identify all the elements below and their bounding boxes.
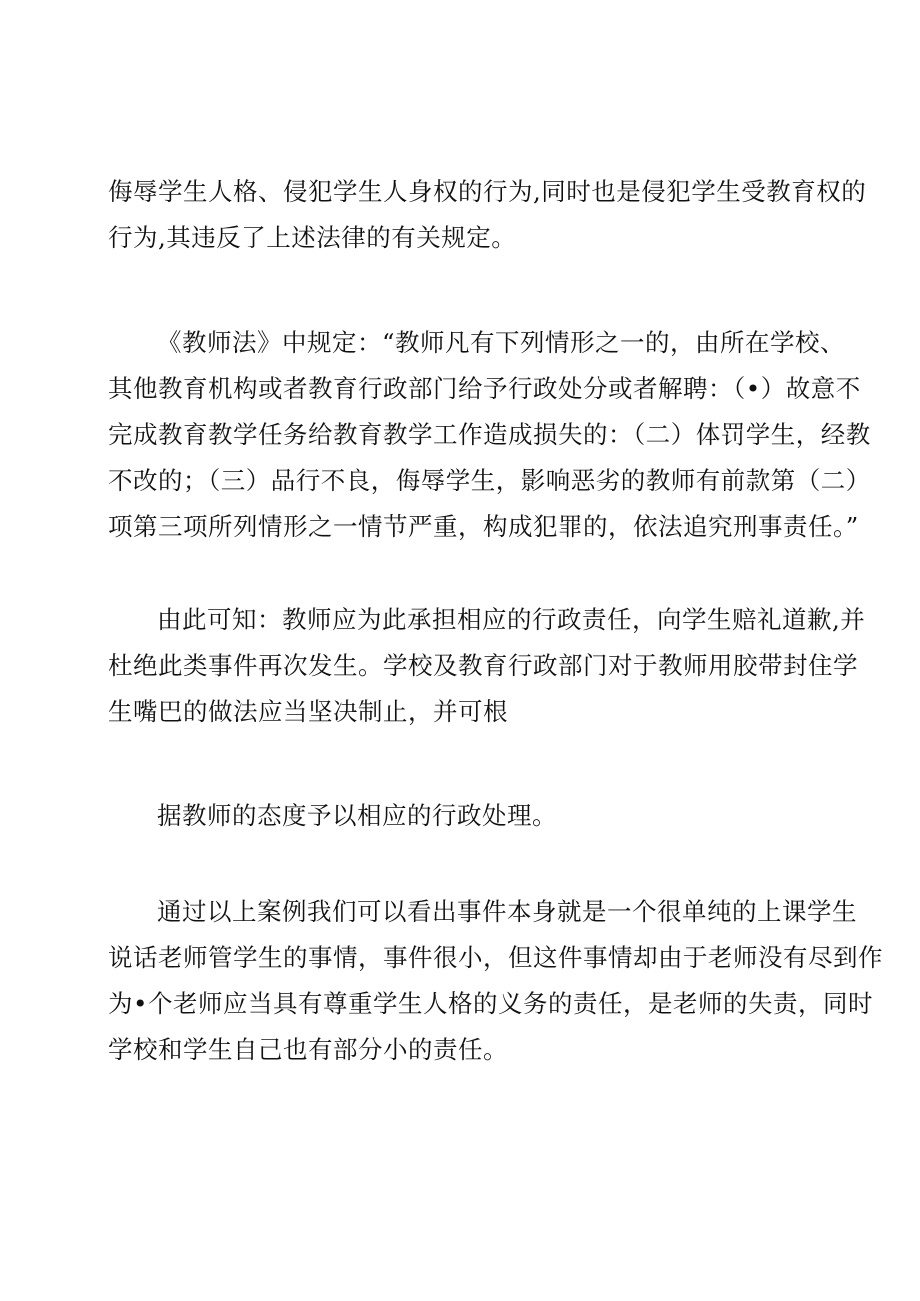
paragraph-line: 不改的；（三）品行不良，侮辱学生，影响恶劣的教师有前款第（二） <box>108 466 871 495</box>
paragraph-3 <box>108 597 866 735</box>
paragraph-line: 其他教育机构或者教育行政部门给予行政处分或者解聘：（•）故意不 <box>108 374 861 403</box>
paragraph-4 <box>108 793 820 839</box>
paragraph-line: 侮辱学生人格、侵犯学生人身权的行为,同时也是侵犯学生受教育权的 <box>108 177 867 206</box>
paragraph-5 <box>108 889 883 1073</box>
paragraph-line: 行为,其违反了上述法律的有关规定。 <box>108 223 517 252</box>
paragraph-1 <box>108 169 867 261</box>
paragraph-line: 通过以上案例我们可以看出事件本身就是一个很单纯的上课学生 <box>157 897 857 926</box>
paragraph-line: 《教师法》中规定：“教师凡有下列情形之一的，由所在学校、 <box>157 328 846 357</box>
paragraph-2 <box>108 320 871 550</box>
paragraph-line: 说话老师管学生的事情，事件很小，但这件事情却由于老师没有尽到作 <box>108 943 883 972</box>
paragraph-line: 学校和学生自己也有部分小的责任。 <box>108 1035 508 1064</box>
paragraph-line: 完成教育教学任务给教育教学工作造成损失的：（二）体罚学生，经教 <box>108 420 871 449</box>
paragraph-line: 项第三项所列情形之一情节严重，构成犯罪的，依法追究刑事责任。” <box>108 512 859 541</box>
paragraph-line: 为•个老师应当具有尊重学生人格的义务的责任，是老师的失责，同时 <box>108 989 873 1018</box>
paragraph-line: 杜绝此类事件再次发生。学校及教育行政部门对于教师用胶带封住学 <box>108 651 858 680</box>
paragraph-line: 由此可知：教师应为此承担相应的行政责任，向学生赔礼道歉,并 <box>157 605 866 634</box>
paragraph-line: 据教师的态度予以相应的行政处理。 <box>157 801 557 830</box>
paragraph-line: 生嘴巴的做法应当坚决制止，并可根 <box>108 697 508 726</box>
